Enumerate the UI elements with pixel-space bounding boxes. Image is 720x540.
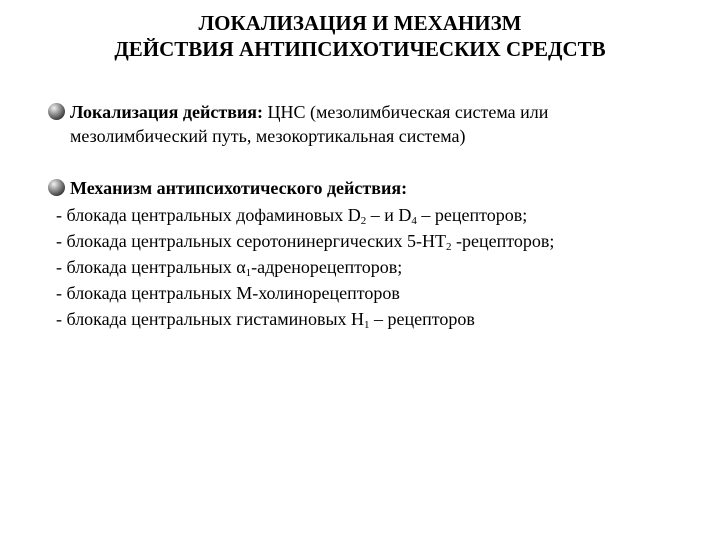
item-text: – рецепторов; — [416, 205, 528, 225]
item-text: - блокада центральных М-холинорецепторов — [56, 283, 400, 303]
subscript: 1 — [245, 267, 252, 279]
subscript: 1 — [364, 319, 370, 331]
localization-label: Локализация действия: — [70, 102, 264, 122]
sphere-bullet-icon — [48, 103, 65, 120]
item-text: - блокада центральных серотонинергических 5-НТ — [56, 231, 447, 251]
list-item-histamine — [56, 306, 554, 332]
item-text: - блокада центральных дофаминовых D — [56, 205, 361, 225]
list-item-adrenergic — [56, 254, 554, 280]
localization-block — [48, 100, 548, 148]
localization-text-2: мезолимбический путь, мезокортикальная система) — [70, 126, 466, 146]
subscript: 4 — [411, 215, 417, 227]
title-line-1: ЛОКАЛИЗАЦИЯ И МЕХАНИЗМ — [198, 11, 522, 35]
localization-text-1: ЦНС (мезолимбическая система или — [263, 102, 549, 122]
list-item-dopamine — [56, 202, 554, 228]
mechanism-bullet-row — [48, 176, 407, 200]
item-text: – рецепторов — [369, 309, 475, 329]
mechanism-label: Механизм антипсихотического действия: — [70, 178, 408, 198]
subscript: 2 — [446, 241, 452, 253]
item-text: - блокада центральных α — [56, 257, 246, 277]
item-text: -адренорецепторов; — [251, 257, 403, 277]
item-text: -рецепторов; — [451, 231, 555, 251]
mechanism-block — [48, 176, 407, 200]
localization-bullet-row — [48, 100, 548, 124]
subscript: 2 — [360, 215, 367, 227]
slide-title — [0, 10, 720, 62]
list-item-cholinergic — [56, 280, 554, 306]
sphere-bullet-icon — [48, 179, 65, 196]
item-text: - блокада центральных гистаминовых Н — [56, 309, 365, 329]
title-line-2: ДЕЙСТВИЯ АНТИПСИХОТИЧЕСКИХ СРЕДСТВ — [114, 37, 606, 61]
item-text: – и D — [366, 205, 412, 225]
list-item-serotonin — [56, 228, 554, 254]
mechanism-list — [56, 202, 554, 332]
